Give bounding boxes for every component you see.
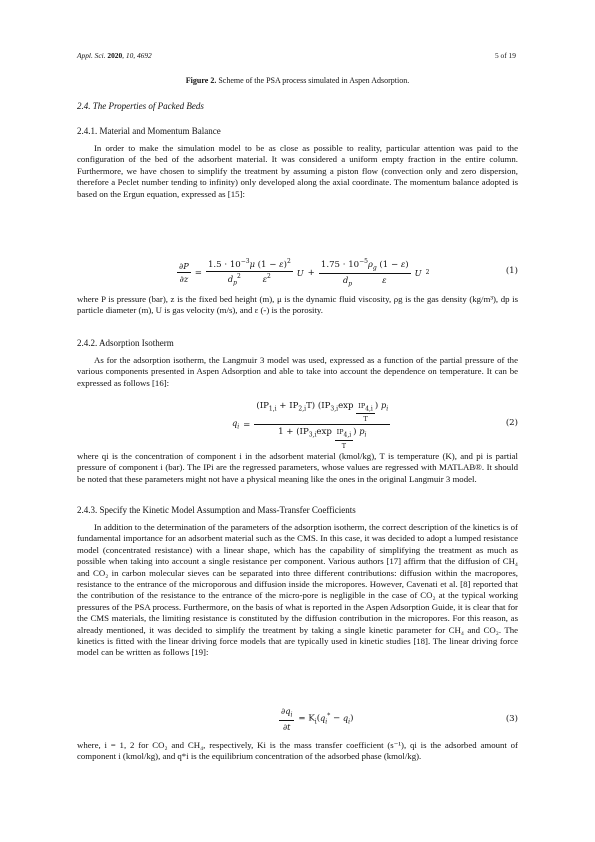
body-paragraph: where qi is the concentration of component i in the adsorbent material (kmol/kg), T is temperature (K), and pi is partial pressure of component i (bar). The IPi are the regressed parameters, whose values are regressed with MATLAB®. It should be noted that these parameters might not have a physical meaning like the ones in the original Langmuir 3 model. (77, 451, 518, 484)
figure-caption (0, 76, 595, 85)
subsection-heading: 2.4.1. Material and Momentum Balance (77, 126, 221, 136)
body-paragraph: In addition to the determination of the parameters of the adsorption isotherm, the correct description of the kinetics is of fundamental importance for an adsorbent material such as the CMS. In this case, it was decided to adopt a lumped resistance model (concentrated resistance) with a linear shape, which has the capability of simplifying the treatment as much as possible when taking into account a single resistance per component. Various authors [17] affirm that the diffusion of CH₄ and CO₂ in carbon molecular sieves can be separated into three different contributions: diffusion within the macropores, resistance to the entrance of the microporous and diffusion inside the micropores. However, Cavenati et al. [8] reported that the contribution of the resistance to the entrance of the micro-pore is negligible in the case of CO₂ at the typical working pressures of the PSA process. Furthermore, on the basis of what is reported in the Aspen Adsorption Guide, it is clear that for the CMS materials, the limiting resistance is constituted by the diffusion contribution in the micropores. For this reason, as already mentioned, it was decided to simplify the treatment by taking a single kinetic parameter for CH₄ and CO₂. The kinetics is fitted with the linear driving force models that are typically used in kinetic studies [18]. The linear driving force model can be written as follows [19]: (77, 522, 518, 658)
subsection-heading: 2.4.3. Specify the Kinetic Model Assumption and Mass-Transfer Coefficients (77, 505, 356, 515)
equation-1: $\frac{\partial P}{\partial z}$ = $\frac{1.5 \cdot 10^{-3}\mu (1 - \varepsilon)^2}{d_p^2 \varepsilon^2}$ U + $\frac{1.75 \cdot 10^{-5}\rho_g (1 - \varepsilon)}{d_p \varepsilon}$ U 2 (1) (179, 258, 518, 288)
subsection-heading: 2.4.2. Adsorption Isotherm (77, 338, 174, 348)
equation-2: $q_i$ = $(IP_{1,i} + IP_{2,i}T)$ ($IP_{3,i}\exp$ $\frac{IP_{4,i}}{T}$ ) $p_i$ $1 + (IP_{3,i}\exp$ $\frac{IP_{4,i}}{T}$ ) $p_i$ (2) (232, 400, 518, 450)
equation-3: $\frac{\partial q_i}{\partial t}$ = $K_i(q_i^* - q_i)$ (3) (281, 706, 518, 732)
page-number: 5 of 19 (495, 51, 516, 60)
figure-label: Figure 2. (185, 76, 217, 85)
body-paragraph: where P is pressure (bar), z is the fixed bed height (m), μ is the dynamic fluid viscosity, ρg is the gas density (kg/m³), dp is particle diameter (m), U is gas velocity (m/s), and ε (-) is the porosity. (77, 294, 518, 316)
running-header-citation: Appl. Sci. 2020, 10, 4692 (77, 51, 152, 60)
body-paragraph: In order to make the simulation model to be as close as possible to reality, particular attention was paid to the configuration of the bed of the adsorbent material. It was considered a uniform empty fraction in the entire column. Furthermore, we have chosen to simplify the treatment by assuming a piston flow (convection only and zero dispersion, therefore a Peclet number tending to infinity) only developed along the axial coordinate. The momentum balance adopted is based on the Ergun equation, expressed as [15]: (77, 143, 518, 199)
body-paragraph: As for the adsorption isotherm, the Langmuir 3 model was used, expressed as a function of the partial pressure of the various components presented in Aspen Adsorption and able to take into account the dependence on temperature. It can be expressed as follows [16]: (77, 355, 518, 388)
section-heading: 2.4. The Properties of Packed Beds (77, 101, 204, 111)
equation-number: (1) (505, 266, 518, 276)
equation-number: (2) (505, 418, 518, 428)
equation-number: (3) (505, 714, 518, 724)
figure-caption-text: Scheme of the PSA process simulated in Aspen Adsorption. (216, 76, 410, 85)
body-paragraph: where, i = 1, 2 for CO₂ and CH₄, respectively, Ki is the mass transfer coefficient (s⁻¹), qi is the adsorbed amount of component i (kmol/kg), and q*i is the equilibrium concentration of the adsorbed phase (kmol/kg). (77, 740, 518, 762)
